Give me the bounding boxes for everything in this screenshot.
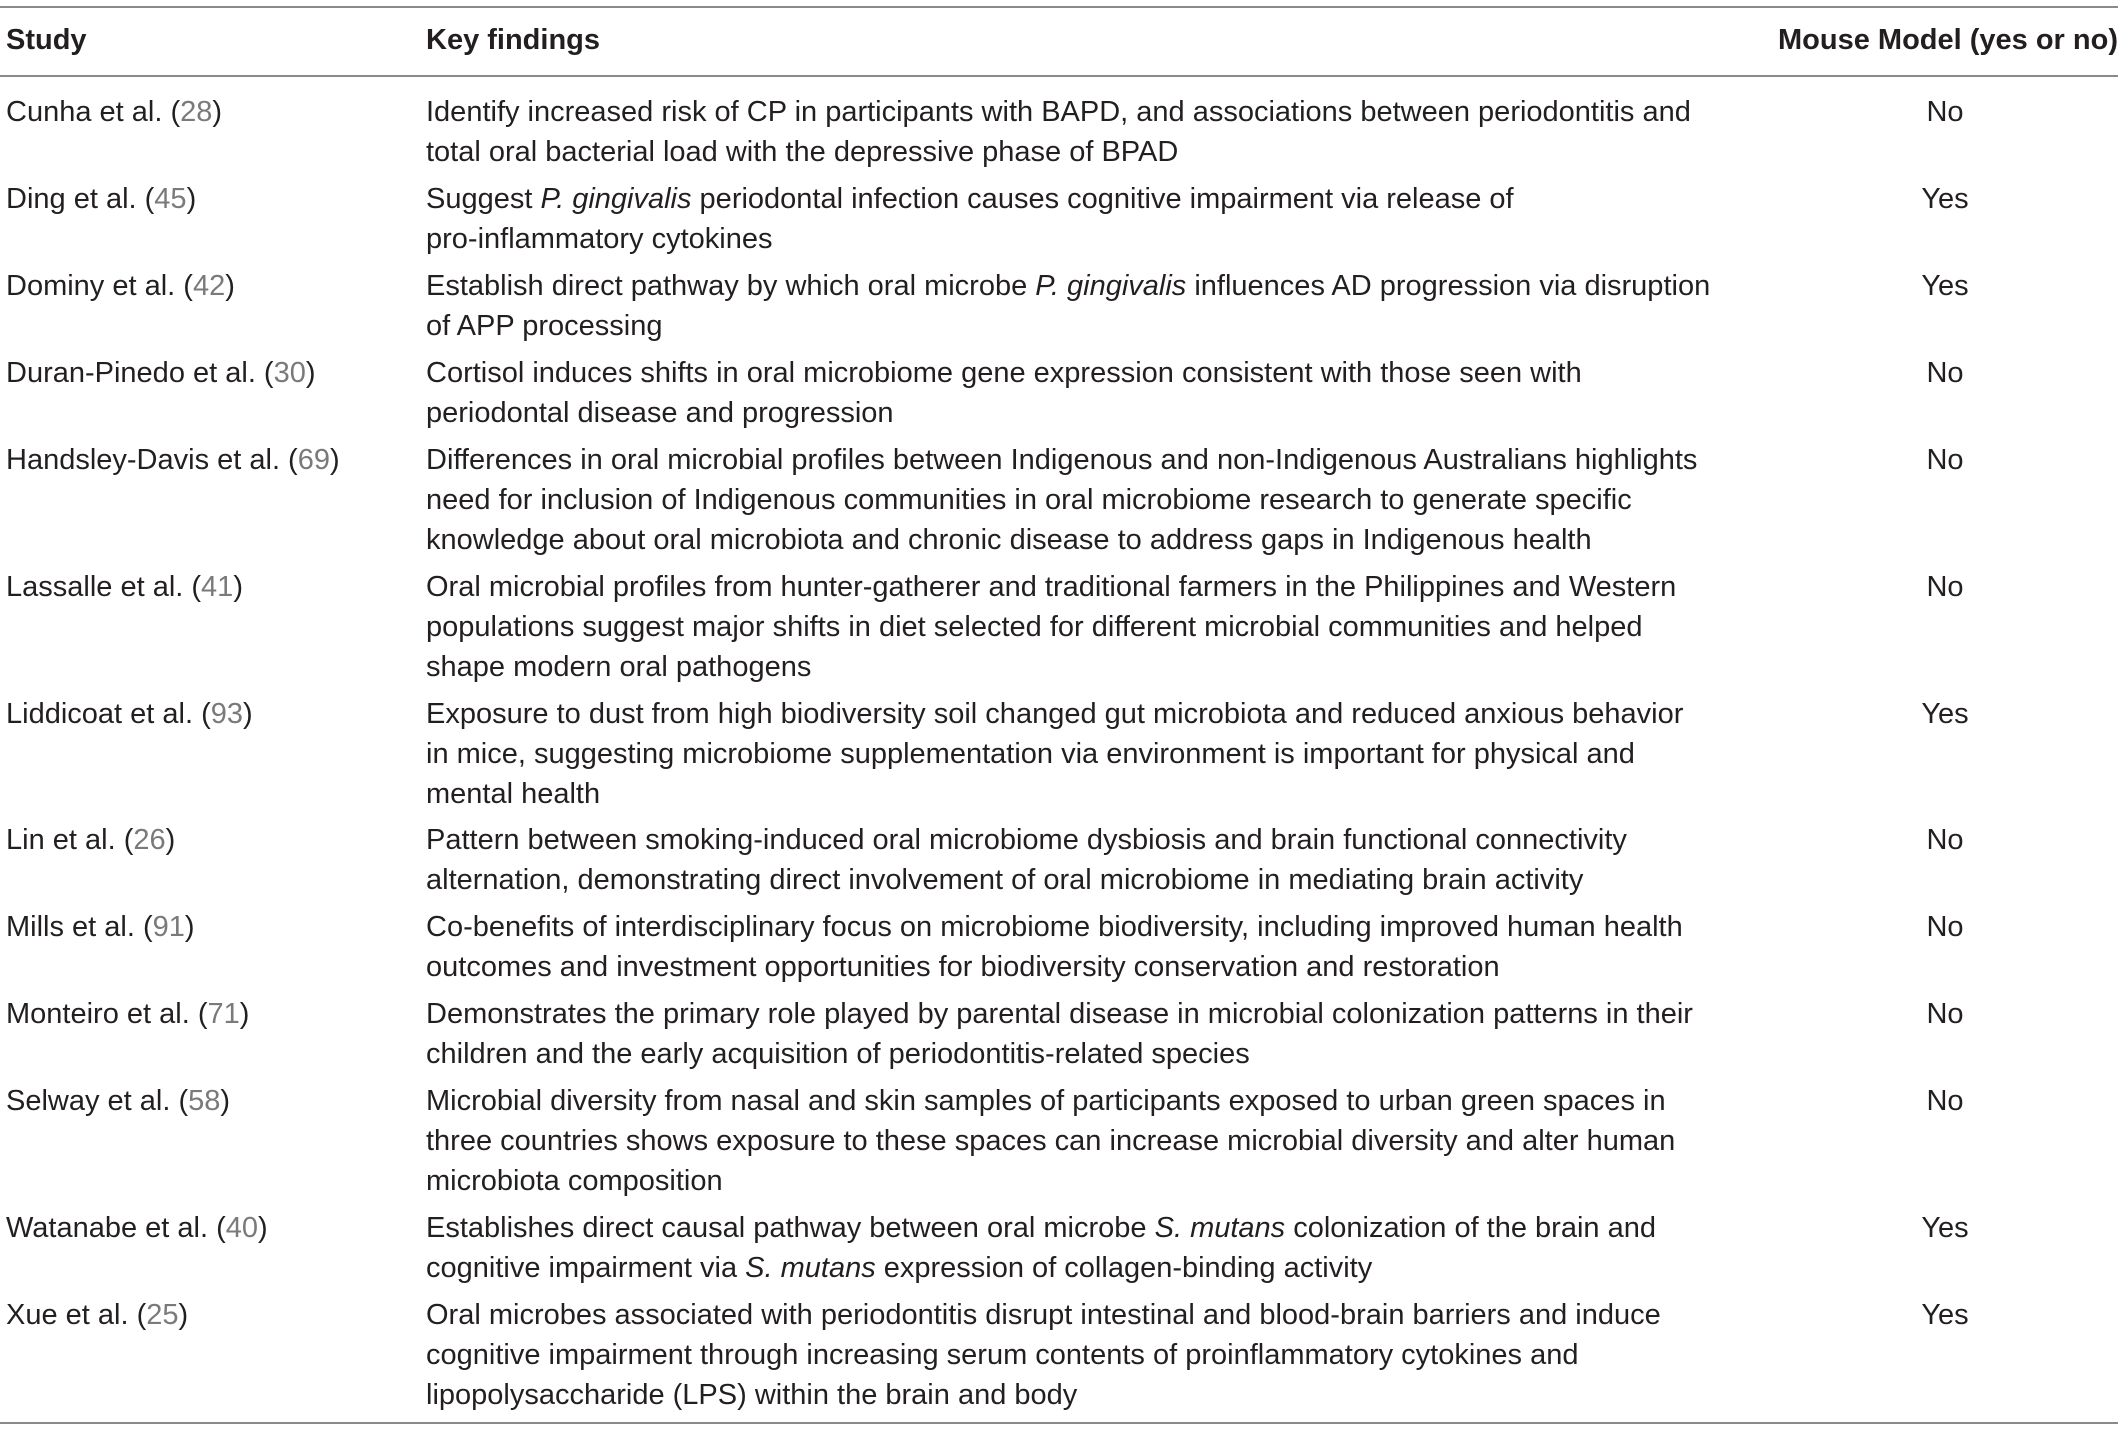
study-cell: Duran-Pinedo et al. (30) xyxy=(6,357,316,389)
study-name: Mills et al. xyxy=(6,911,135,943)
study-name: Handsley-Davis et al. xyxy=(6,444,280,476)
reference-link[interactable]: 40 xyxy=(225,1212,259,1244)
study-cell: Dominy et al. (42) xyxy=(6,270,235,302)
study-name: Lin et al. xyxy=(6,824,116,856)
reference-link[interactable]: 41 xyxy=(201,571,234,603)
finding-line: cognitive impairment via S. mutans expression of collagen-binding activity xyxy=(426,1252,1373,1284)
key-findings-cell xyxy=(426,1208,1686,1288)
mouse-model-cell: Yes xyxy=(1921,1212,1969,1244)
key-findings-cell xyxy=(426,1295,1686,1415)
finding-line: Suggest P. gingivalis periodontal infection causes cognitive impairment via release of xyxy=(426,183,1514,215)
mouse-model-cell: Yes xyxy=(1921,270,1969,302)
mouse-model-cell: Yes xyxy=(1921,698,1969,730)
study-cell: Ding et al. (45) xyxy=(6,183,197,215)
finding-line: pro-inflammatory cytokines xyxy=(426,223,773,255)
study-name: Xue et al. xyxy=(6,1299,129,1331)
study-name: Watanabe et al. xyxy=(6,1212,209,1244)
finding-line: of APP processing xyxy=(426,310,663,342)
mouse-model-cell: Yes xyxy=(1921,1299,1969,1331)
finding-line: alternation, demonstrating direct involvement of oral microbiome in mediating brain activity xyxy=(426,864,1584,896)
reference-link[interactable]: 69 xyxy=(297,444,330,476)
reference-link[interactable]: 25 xyxy=(146,1299,179,1331)
species-name: P. gingivalis xyxy=(540,183,692,215)
header-mouse-model: Mouse Model (yes or no) xyxy=(1778,24,2118,56)
finding-line: knowledge about oral microbiota and chronic disease to address gaps in Indigenous health xyxy=(426,524,1592,556)
finding-line: Co-benefits of interdisciplinary focus on microbiome biodiversity, including improved human health xyxy=(426,911,1683,943)
study-cell: Xue et al. (25) xyxy=(6,1299,189,1331)
finding-line: lipopolysaccharide (LPS) within the brain and body xyxy=(426,1379,1078,1411)
reference-link[interactable]: 58 xyxy=(188,1085,221,1117)
study-cell: Cunha et al. (28) xyxy=(6,96,223,128)
species-name: S. mutans xyxy=(745,1252,876,1284)
mouse-model-cell: No xyxy=(1926,911,1964,943)
reference-link[interactable]: 28 xyxy=(180,96,213,128)
study-cell: Selway et al. (58) xyxy=(6,1085,231,1117)
finding-line: Oral microbes associated with periodontitis disrupt intestinal and blood-brain barriers and induce xyxy=(426,1299,1661,1331)
species-name: S. mutans xyxy=(1154,1212,1286,1244)
finding-line: cognitive impairment through increasing serum contents of proinflammatory cytokines and xyxy=(426,1339,1579,1371)
study-name: Duran-Pinedo et al. xyxy=(6,357,256,389)
finding-line: mental health xyxy=(426,778,601,810)
study-name: Selway et al. xyxy=(6,1085,171,1117)
key-findings-cell xyxy=(426,820,1686,900)
finding-line: shape modern oral pathogens xyxy=(426,651,812,683)
finding-line: Differences in oral microbial profiles between Indigenous and non-Indigenous Australians highlights xyxy=(426,444,1698,476)
finding-line: need for inclusion of Indigenous communities in oral microbiome research to generate specific xyxy=(426,484,1632,516)
study-cell: Lassalle et al. (41) xyxy=(6,571,243,603)
mouse-model-cell: Yes xyxy=(1921,183,1969,215)
reference-link[interactable]: 30 xyxy=(273,357,306,389)
key-findings-cell xyxy=(426,1081,1686,1201)
mouse-model-cell: No xyxy=(1926,444,1964,476)
mouse-model-cell: No xyxy=(1926,998,1964,1030)
finding-line: Demonstrates the primary role played by parental disease in microbial colonization patterns in their xyxy=(426,998,1693,1030)
study-name: Dominy et al. xyxy=(6,270,176,302)
key-findings-cell xyxy=(426,567,1686,687)
study-cell: Monteiro et al. (71) xyxy=(6,998,250,1030)
table-top-rule xyxy=(0,6,2118,8)
reference-link[interactable]: 45 xyxy=(154,183,187,215)
header-study: Study xyxy=(6,24,87,56)
finding-line: populations suggest major shifts in diet selected for different microbial communities and helped xyxy=(426,611,1643,643)
finding-line: Microbial diversity from nasal and skin samples of participants exposed to urban green spaces in xyxy=(426,1085,1666,1117)
study-cell: Mills et al. (91) xyxy=(6,911,195,943)
study-cell: Liddicoat et al. (93) xyxy=(6,698,253,730)
key-findings-cell xyxy=(426,266,1711,346)
reference-link[interactable]: 93 xyxy=(210,698,243,730)
mouse-model-cell: No xyxy=(1926,571,1964,603)
finding-line: Oral microbial profiles from hunter-gatherer and traditional farmers in the Philippines and Western xyxy=(426,571,1677,603)
key-findings-cell xyxy=(426,694,1686,814)
key-findings-cell xyxy=(426,907,1686,987)
mouse-model-cell: No xyxy=(1926,1085,1964,1117)
finding-line: Exposure to dust from high biodiversity soil changed gut microbiota and reduced anxious behavior xyxy=(426,698,1684,730)
reference-link[interactable]: 42 xyxy=(192,270,226,302)
mouse-model-cell: No xyxy=(1926,96,1964,128)
key-findings-cell xyxy=(426,353,1686,433)
reference-link[interactable]: 26 xyxy=(133,824,166,856)
reference-link[interactable]: 91 xyxy=(152,911,185,943)
mouse-model-cell: No xyxy=(1926,357,1964,389)
species-name: P. gingivalis xyxy=(1035,270,1187,302)
finding-line: Establishes direct causal pathway between oral microbe S. mutans colonization of the brain and xyxy=(426,1212,1656,1244)
finding-line: Pattern between smoking-induced oral microbiome dysbiosis and brain functional connectivity xyxy=(426,824,1627,856)
study-name: Cunha et al. xyxy=(6,96,163,128)
key-findings-cell xyxy=(426,440,1698,560)
study-name: Monteiro et al. xyxy=(6,998,190,1030)
study-name: Liddicoat et al. xyxy=(6,698,194,730)
table-bottom-rule xyxy=(0,1422,2118,1424)
finding-line: outcomes and investment opportunities for biodiversity conservation and restoration xyxy=(426,951,1500,983)
finding-line: three countries shows exposure to these spaces can increase microbial diversity and alter human xyxy=(426,1125,1676,1157)
study-cell: Handsley-Davis et al. (69) xyxy=(6,444,340,476)
reference-link[interactable]: 71 xyxy=(207,998,240,1030)
finding-line: total oral bacterial load with the depressive phase of BPAD xyxy=(426,136,1179,168)
mouse-model-cell: No xyxy=(1926,824,1964,856)
key-findings-cell xyxy=(426,994,1693,1074)
finding-line: Cortisol induces shifts in oral microbiome gene expression consistent with those seen with xyxy=(426,357,1582,389)
finding-line: microbiota composition xyxy=(426,1165,723,1197)
header-rule xyxy=(0,75,2118,77)
key-findings-cell xyxy=(426,179,1686,259)
study-cell: Lin et al. (26) xyxy=(6,824,176,856)
finding-line: Identify increased risk of CP in participants with BAPD, and associations between periodontitis and xyxy=(426,96,1691,128)
finding-line: children and the early acquisition of periodontitis-related species xyxy=(426,1038,1250,1070)
header-key-findings: Key findings xyxy=(426,24,601,56)
study-name: Ding et al. xyxy=(6,183,137,215)
finding-line: periodontal disease and progression xyxy=(426,397,894,429)
finding-line: in mice, suggesting microbiome supplementation via environment is important for physical and xyxy=(426,738,1635,770)
study-cell: Watanabe et al. (40) xyxy=(6,1212,268,1244)
study-name: Lassalle et al. xyxy=(6,571,184,603)
finding-line: Establish direct pathway by which oral microbe P. gingivalis influences AD progression via disruption xyxy=(426,270,1711,302)
key-findings-cell xyxy=(426,92,1691,172)
